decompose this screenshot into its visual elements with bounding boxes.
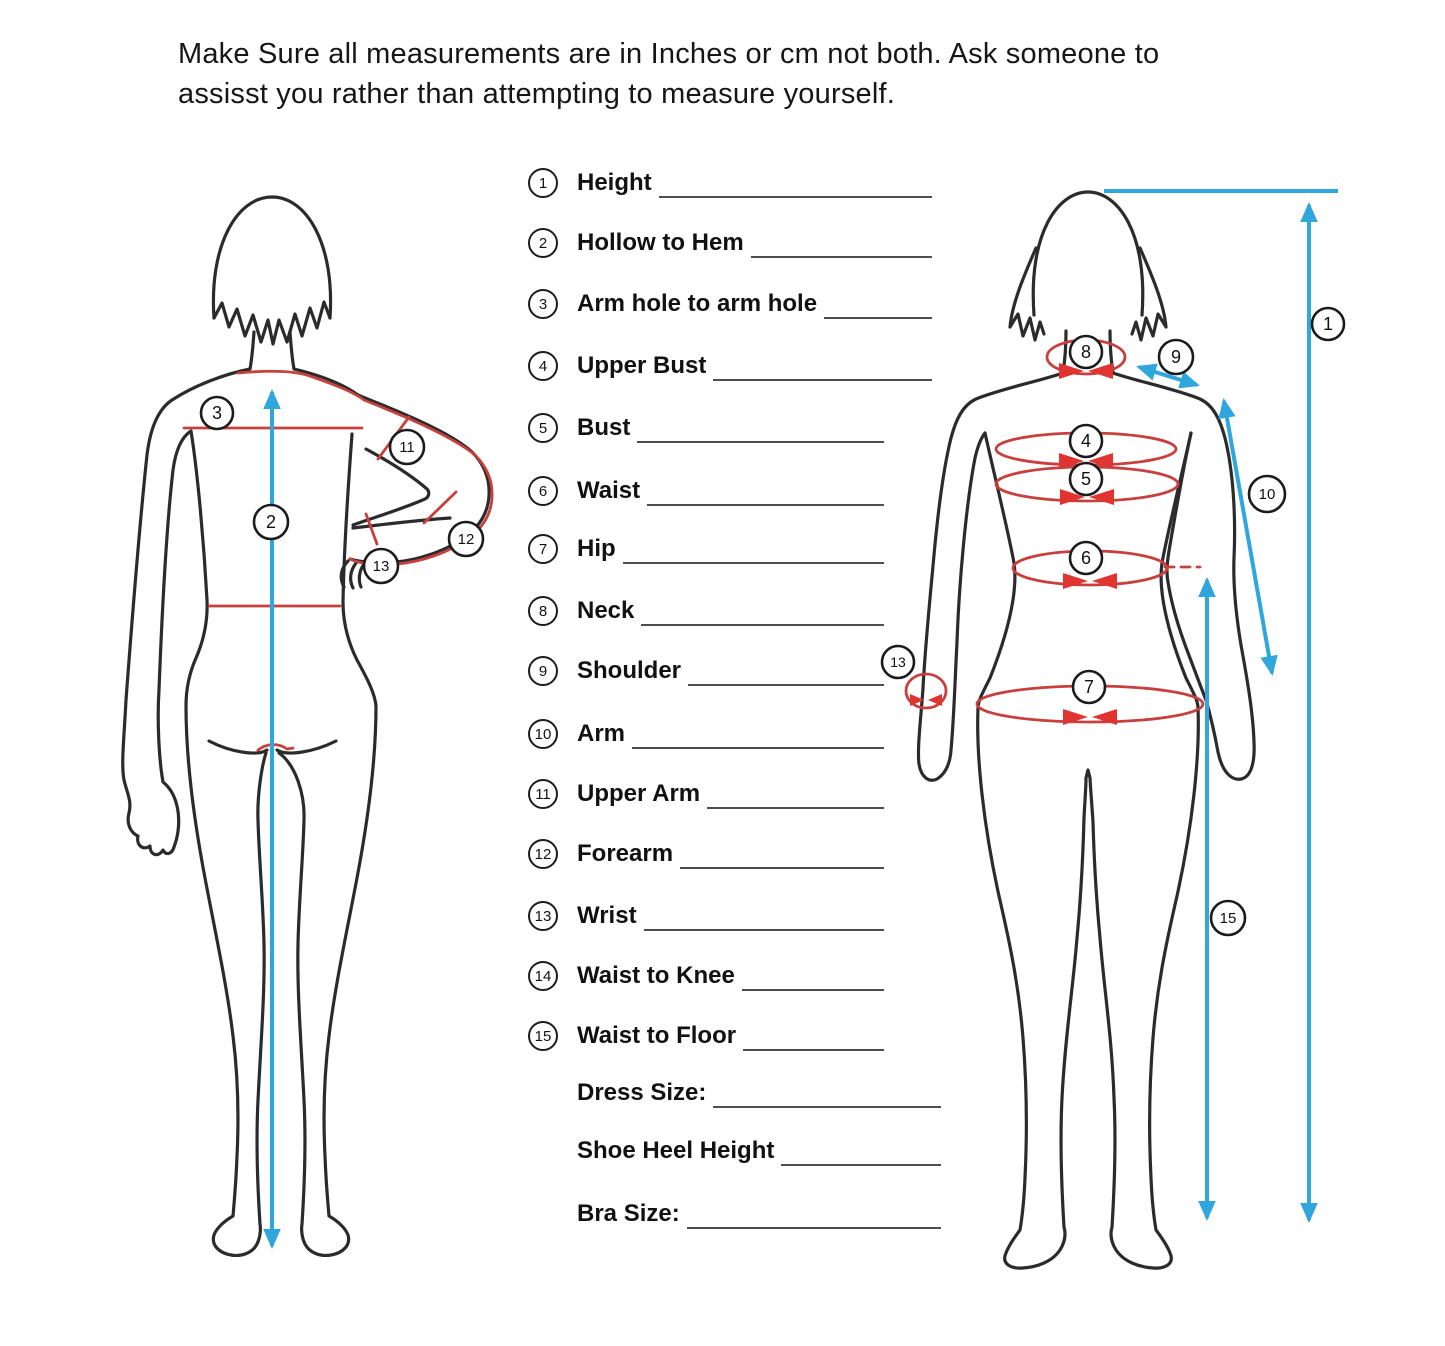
row-upper-bust [528, 350, 932, 382]
number-badge: 9 [528, 656, 558, 686]
row-height [528, 167, 932, 199]
row-waist [528, 475, 884, 507]
number-badge: 1 [528, 168, 558, 198]
measurement-label: Neck [577, 597, 635, 624]
front-left-side [918, 373, 1198, 1268]
svg-text:2: 2 [265, 512, 277, 532]
back-neck [250, 332, 254, 369]
number-badge: 14 [528, 961, 558, 991]
instruction-note [178, 34, 1358, 114]
back-body-outline [123, 197, 489, 1255]
number-badge: 7 [528, 534, 558, 564]
svg-text:13: 13 [890, 654, 906, 670]
back-annotations [201, 397, 483, 583]
blank-line [742, 969, 884, 991]
instruction-line-2: assisst you rather than attempting to measure yourself. [178, 78, 896, 111]
svg-text:5: 5 [1080, 469, 1092, 489]
back-left-side [123, 369, 266, 1255]
svg-text:12: 12 [457, 531, 475, 548]
measurement-label: Upper Bust [577, 352, 707, 379]
svg-text:3: 3 [211, 403, 223, 423]
number-badge: 8 [528, 596, 558, 626]
svg-text:10: 10 [1258, 486, 1276, 503]
buttock-mark [258, 745, 293, 750]
front-hair-left [1010, 248, 1044, 340]
svg-text:1: 1 [1322, 314, 1334, 334]
front-right-arm-outer [1113, 373, 1254, 779]
front-dimension-lines [1104, 191, 1338, 1220]
field-label: Shoe Heel Height [577, 1137, 775, 1164]
measurement-label: Height [577, 169, 652, 196]
number-badge: 15 [528, 1021, 558, 1051]
number-badge: 4 [528, 351, 558, 381]
row-arm-hole-to-arm-hole [528, 288, 932, 320]
blank-line [824, 297, 932, 319]
measurement-label: Arm hole to arm hole [577, 290, 818, 317]
row-arm [528, 718, 884, 750]
blank-line [751, 236, 932, 258]
blank-line [687, 1207, 941, 1229]
blank-line [641, 604, 884, 626]
blank-line [707, 787, 884, 809]
row-neck [528, 595, 884, 627]
instruction-line-1: Make Sure all measurements are in Inches or cm not both. Ask someone to [178, 38, 1160, 70]
blank-line [688, 664, 884, 686]
blank-line [713, 359, 932, 381]
back-head [213, 197, 330, 318]
row-upper-arm [528, 778, 884, 810]
front-hair-right [1132, 248, 1166, 340]
row-hollow-to-hem [528, 227, 932, 259]
number-badge: 6 [528, 476, 558, 506]
field-label: Dress Size: [577, 1079, 707, 1106]
number-badge: 11 [528, 779, 558, 809]
blank-line [644, 909, 884, 931]
blank-line [632, 727, 884, 749]
blank-line [623, 542, 884, 564]
number-badge: 5 [528, 413, 558, 443]
row-wrist [528, 900, 884, 932]
measurement-label: Arm [577, 720, 626, 747]
blank-line [781, 1144, 941, 1166]
measurement-label: Hip [577, 535, 616, 562]
svg-text:11: 11 [399, 439, 415, 456]
blank-line [743, 1029, 884, 1051]
row-bust [528, 412, 884, 444]
blank-line [647, 484, 884, 506]
front-measure-ellipses [906, 340, 1203, 725]
row-dress-size [528, 1077, 941, 1109]
measurement-label: Wrist [577, 902, 637, 929]
measurement-label: Hollow to Hem [577, 229, 744, 256]
svg-text:6: 6 [1080, 548, 1092, 568]
measurement-label: Waist [577, 477, 641, 504]
number-badge: 2 [528, 228, 558, 258]
measurement-label: Waist to Knee [577, 962, 735, 989]
front-annotations [882, 308, 1344, 935]
measurement-label: Upper Arm [577, 780, 701, 807]
blank-line [637, 421, 884, 443]
neck-base-line [238, 371, 307, 375]
svg-text:9: 9 [1170, 347, 1182, 367]
number-badge: 3 [528, 289, 558, 319]
number-badge: 10 [528, 719, 558, 749]
measurement-label: Forearm [577, 840, 674, 867]
waist-arrowheads [1063, 573, 1117, 589]
blank-line [713, 1086, 941, 1108]
front-head [1033, 192, 1143, 315]
svg-text:8: 8 [1080, 342, 1092, 362]
row-shoulder [528, 655, 884, 687]
blank-line [659, 176, 932, 198]
front-view-figure [848, 168, 1370, 1303]
measurement-label: Waist to Floor [577, 1022, 737, 1049]
row-waist-to-knee [528, 960, 884, 992]
row-bra-size [528, 1198, 941, 1230]
row-shoe-heel-height [528, 1135, 941, 1167]
number-badge: 13 [528, 901, 558, 931]
field-label: Bra Size: [577, 1200, 680, 1227]
row-waist-to-floor [528, 1020, 884, 1052]
row-hip [528, 533, 884, 565]
measurement-label: Shoulder [577, 657, 682, 684]
svg-text:13: 13 [372, 558, 390, 575]
back-view-figure [88, 178, 530, 1308]
back-hair [214, 302, 330, 344]
number-badge: 12 [528, 839, 558, 869]
arm-arrow [1224, 401, 1272, 673]
svg-text:15: 15 [1219, 910, 1237, 927]
measurement-label: Bust [577, 414, 631, 441]
back-right-body [279, 434, 376, 1255]
svg-text:4: 4 [1080, 431, 1092, 451]
row-forearm [528, 838, 884, 870]
back-neck [290, 332, 294, 369]
back-measure-lines [184, 371, 492, 750]
svg-text:7: 7 [1083, 677, 1095, 697]
blank-line [680, 847, 884, 869]
